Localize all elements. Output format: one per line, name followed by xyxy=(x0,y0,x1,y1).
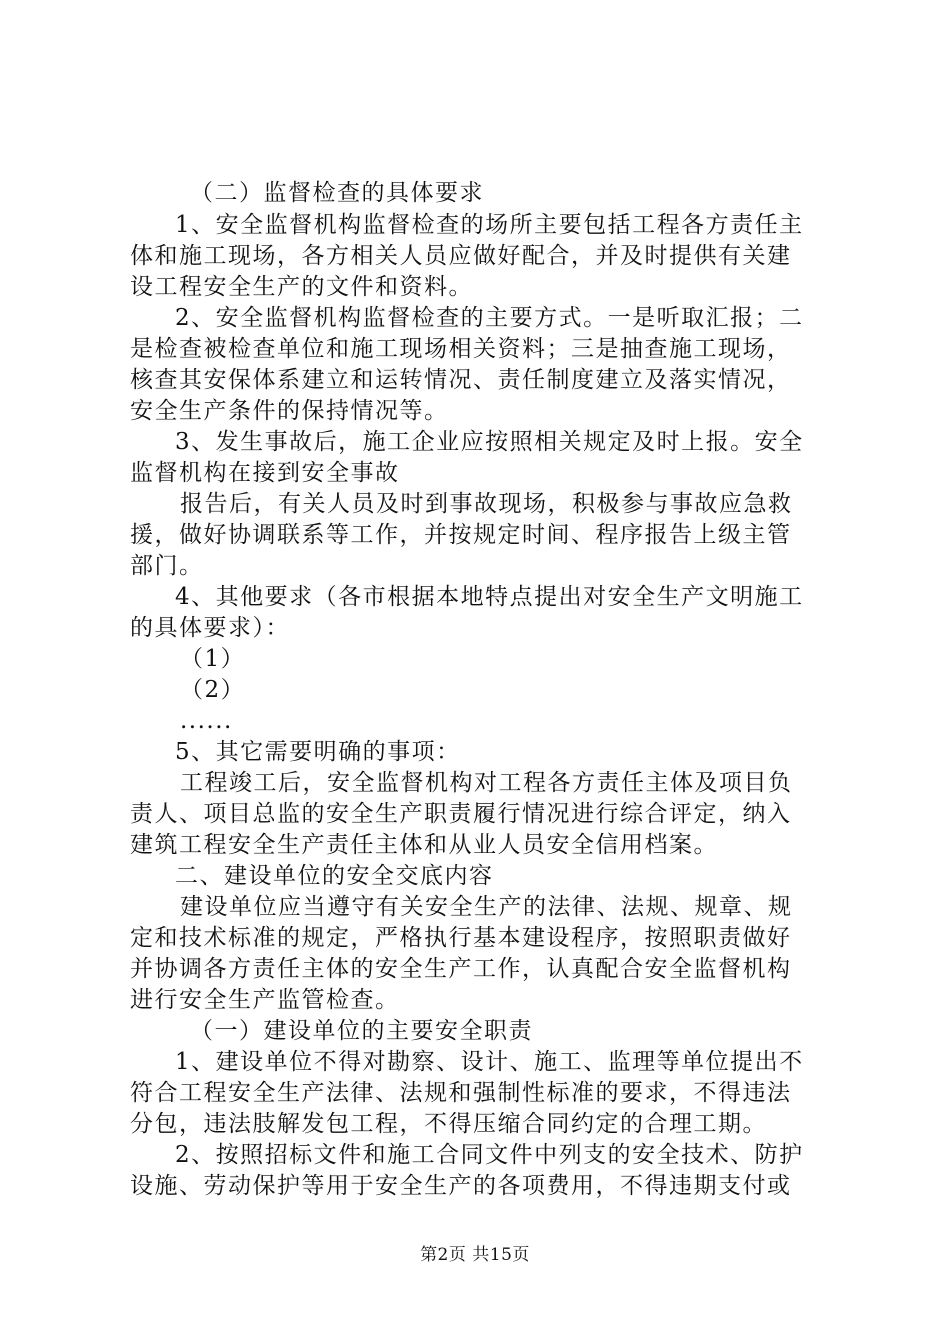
text-line: 报告后，有关人员及时到事故现场，积极参与事故应急救 xyxy=(180,491,793,517)
text-line: 工程竣工后，安全监督机构对工程各方责任主体及项目负 xyxy=(180,770,793,796)
text-line: 监督机构在接到安全事故 xyxy=(130,460,400,486)
text-line: 符合工程安全生产法律、法规和强制性标准的要求，不得违法 xyxy=(130,1080,792,1106)
text-line: 分包，违法肢解发包工程，不得压缩合同约定的合理工期。 xyxy=(130,1111,767,1137)
text-line: 5、其它需要明确的事项： xyxy=(175,739,461,765)
text-line: 定和技术标准的规定，严格执行基本建设程序，按照职责做好 xyxy=(130,925,792,951)
text-line: 4、其他要求（各市根据本地特点提出对安全生产文明施工 xyxy=(175,584,804,610)
text-line: 建筑工程安全生产责任主体和从业人员安全信用档案。 xyxy=(130,832,718,858)
text-line: 进行安全生产监管检查。 xyxy=(130,987,400,1013)
text-line: 设施、劳动保护等用于安全生产的各项费用，不得违期支付或 xyxy=(130,1173,792,1199)
text-line: 2、安全监督机构监督检查的主要方式。一是听取汇报；二 xyxy=(175,305,804,331)
text-line: 3、发生事故后，施工企业应按照相关规定及时上报。安全 xyxy=(175,429,804,455)
text-line: 援，做好协调联系等工作，并按规定时间、程序报告上级主管 xyxy=(130,522,792,548)
page-number-footer: 第2页 共15页 xyxy=(420,1245,530,1265)
text-line: 责人、项目总监的安全生产职责履行情况进行综合评定，纳入 xyxy=(130,801,792,827)
text-line: 1、安全监督机构监督检查的场所主要包括工程各方责任主 xyxy=(175,212,804,238)
text-line: 1、建设单位不得对勘察、设计、施工、监理等单位提出不 xyxy=(175,1049,804,1075)
text-line: 核查其安保体系建立和运转情况、责任制度建立及落实情况， xyxy=(130,367,792,393)
text-line: 的具体要求）： xyxy=(130,615,290,641)
text-line: （1） xyxy=(180,646,246,672)
text-line: （二）监督检查的具体要求 xyxy=(190,180,484,206)
text-line: 体和施工现场，各方相关人员应做好配合，并及时提供有关建 xyxy=(130,243,792,269)
text-line: （一）建设单位的主要安全职责 xyxy=(190,1018,533,1044)
text-line: （2） xyxy=(180,677,246,703)
text-line: 并协调各方责任主体的安全生产工作，认真配合安全监督机构 xyxy=(130,956,792,982)
text-line: 二、建设单位的安全交底内容 xyxy=(175,863,494,889)
text-line: 设工程安全生产的文件和资料。 xyxy=(130,274,473,300)
text-line: 建设单位应当遵守有关安全生产的法律、法规、规章、规 xyxy=(180,894,793,920)
text-line: ...... xyxy=(180,708,233,734)
text-line: 2、按照招标文件和施工合同文件中列支的安全技术、防护 xyxy=(175,1142,804,1168)
text-line: 是检查被检查单位和施工现场相关资料；三是抽查施工现场， xyxy=(130,336,792,362)
text-line: 部门。 xyxy=(130,553,204,579)
text-line: 安全生产条件的保持情况等。 xyxy=(130,398,449,424)
